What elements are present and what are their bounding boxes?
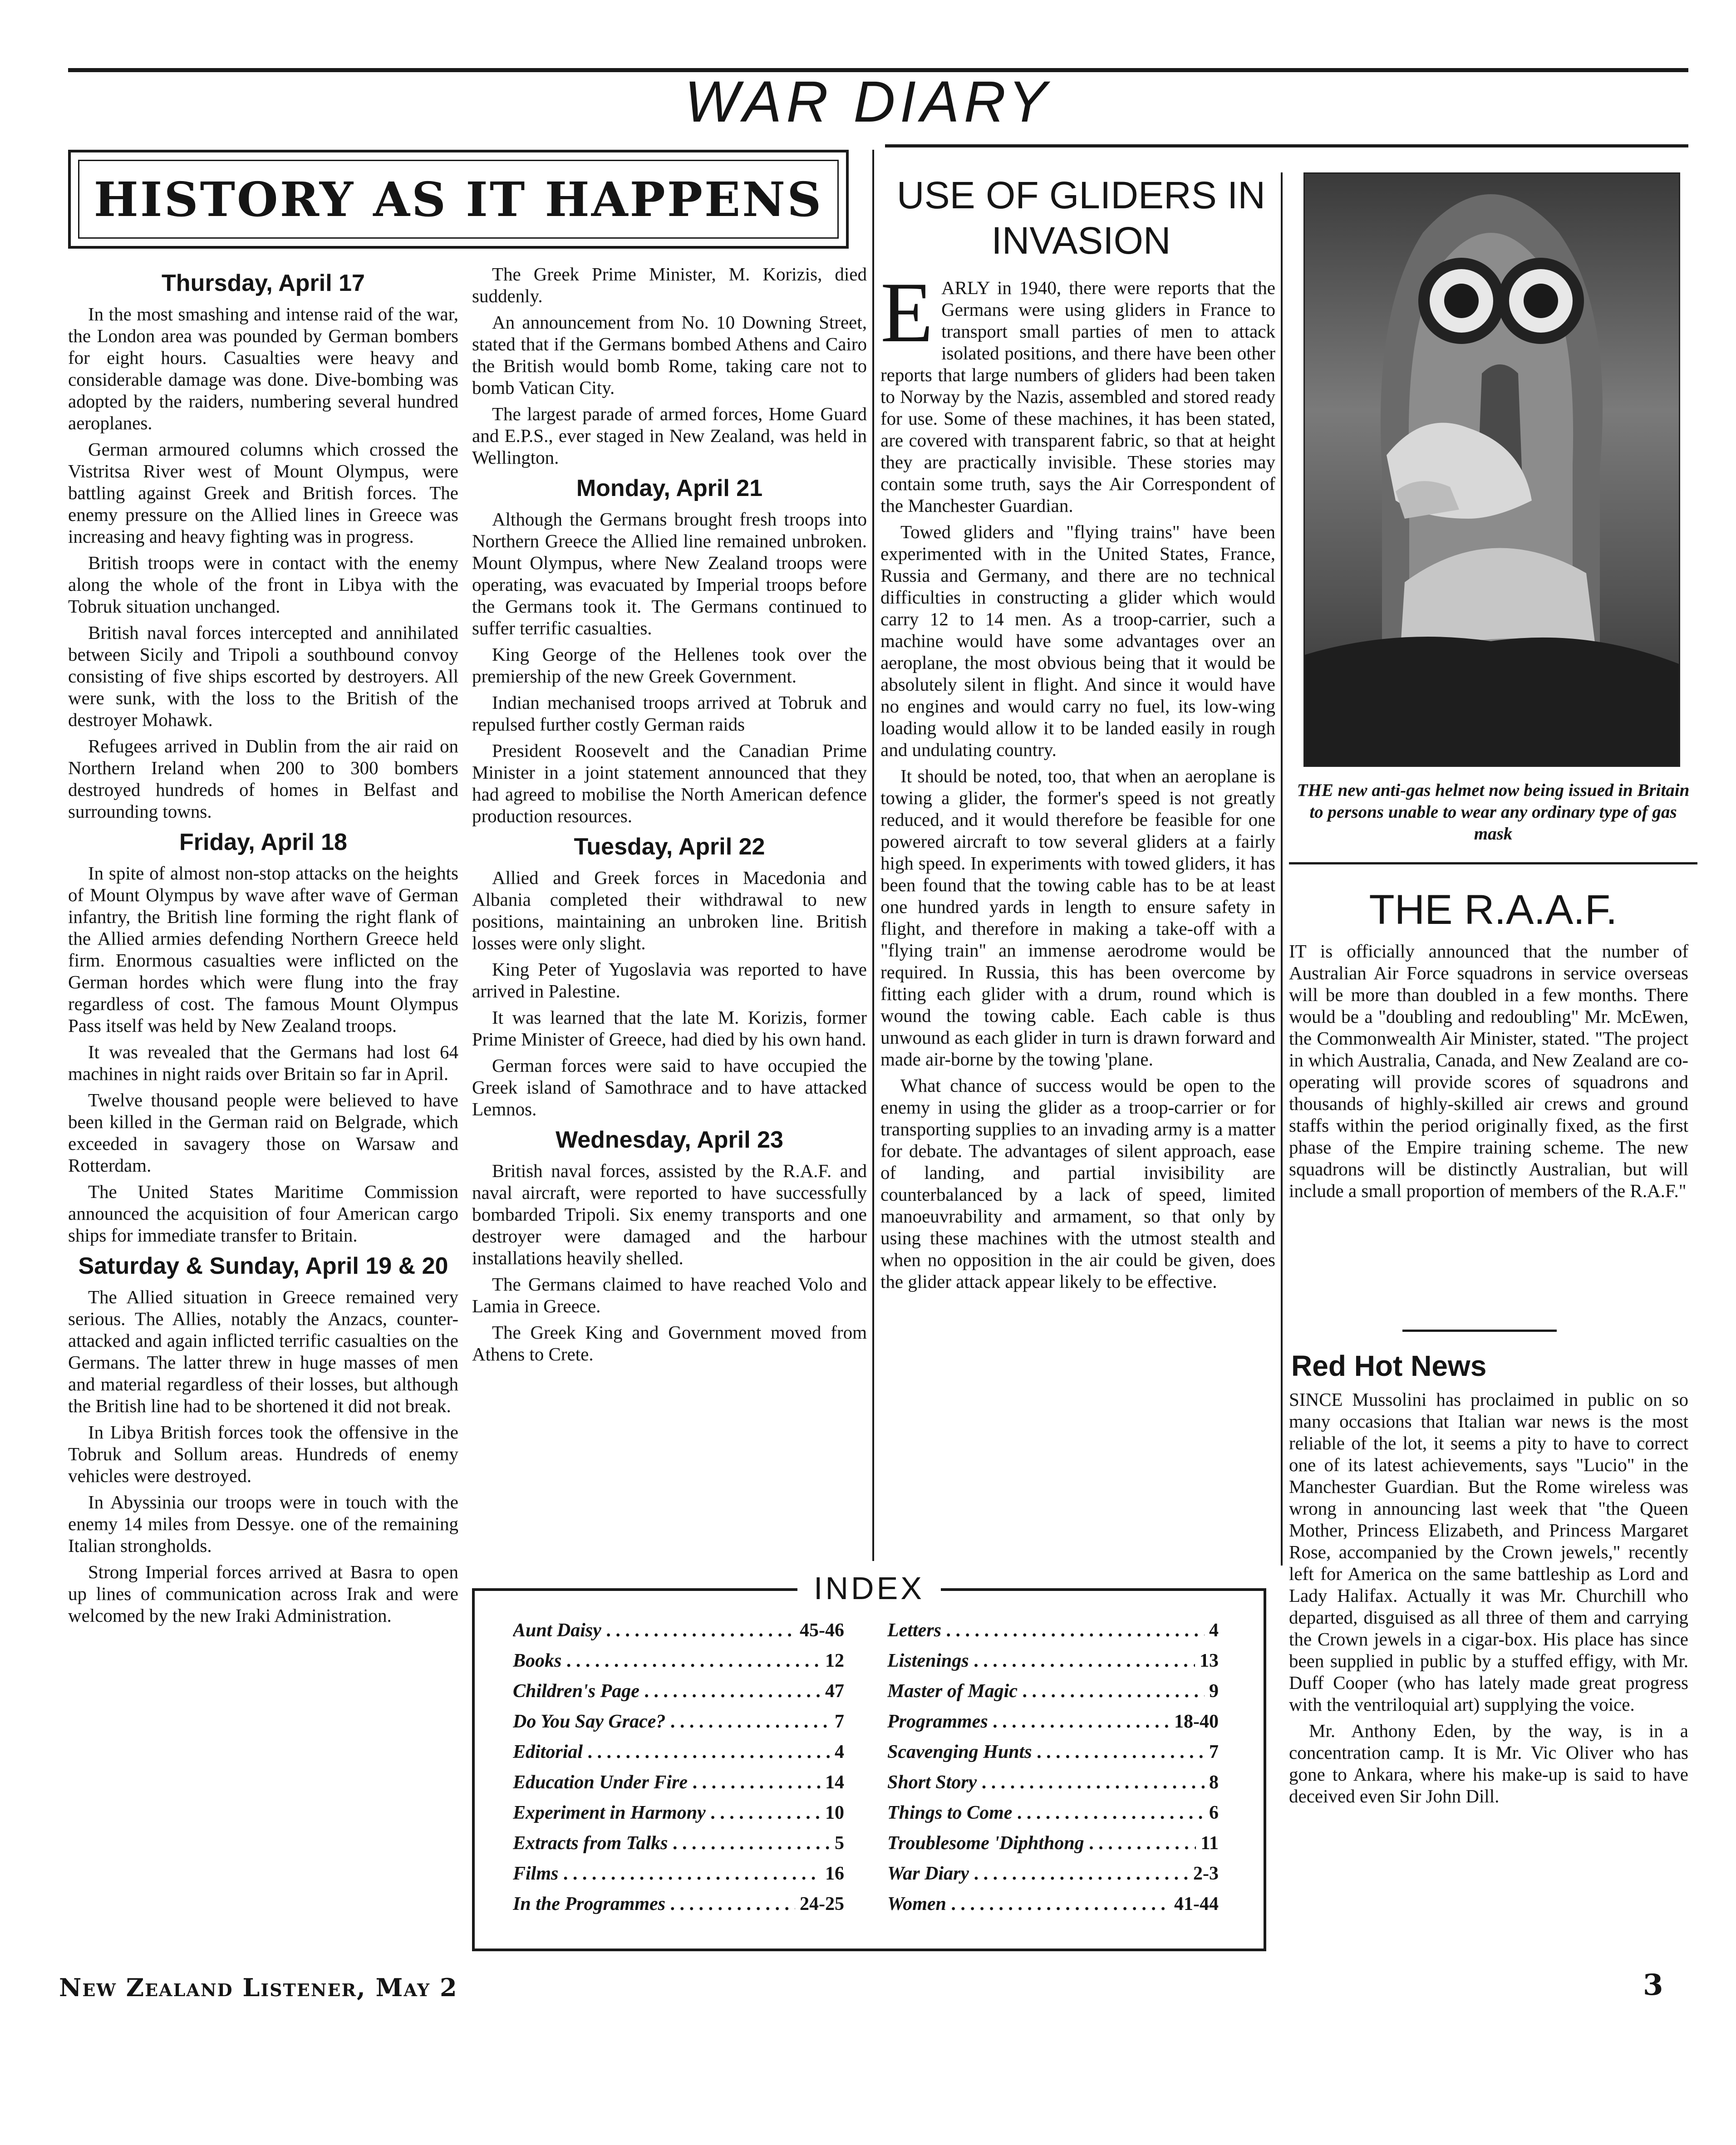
- index-entry: [513, 1771, 844, 1794]
- index-entry-page: 13: [1200, 1650, 1219, 1671]
- index-entry: [513, 1680, 844, 1703]
- index-entry: [887, 1649, 1219, 1672]
- news-paragraph: Although the Germans brought fresh troops into Northern Greece the Allied line remained unbroken. Mount Olympus, where New Zealand troops were operating, was evacuated by Imperial troops before the Germans took it. The Germans continued to suffer terrific casualties.: [472, 509, 867, 638]
- news-paragraph: King George of the Hellenes took over the premiership of the new Greek Government.: [472, 644, 867, 687]
- index-entry: [887, 1710, 1219, 1733]
- drop-cap: E: [880, 265, 934, 360]
- index-entry-page: 4: [1209, 1620, 1219, 1641]
- index-entry-page: 41-44: [1174, 1894, 1219, 1914]
- index-entry-title: Education Under Fire . . .: [513, 1771, 821, 1794]
- news-paragraph: It was learned that the late M. Korizis, former Prime Minister of Greece, had died by his own hand.: [472, 1007, 867, 1050]
- index-entry: [887, 1619, 1219, 1642]
- news-paragraph: The largest parade of armed forces, Home Guard and E.P.S., ever staged in New Zealand, was held in Wellington.: [472, 403, 867, 468]
- history-column-1: [68, 263, 458, 1631]
- gliders-first-paragraph: ARLY in 1940, there were reports that the Germans were using gliders in France to transport small parties of men to attack isolated positions, and there have been other reports that large numbers of gliders had been taken to Norway by the Nazis, assembled and stored ready for use. Some of these machines, it has been stated, are covered with transparent fabric, so that at height they are practically invisible. These stories may contain some truth, says the Air Correspondent of the Manchester Guardian.: [880, 277, 1275, 516]
- news-paragraph: Allied and Greek forces in Macedonia and Albania completed their withdrawal to new positions, maintaining an unbroken line. British losses were only slight.: [472, 867, 867, 953]
- news-paragraph: Strong Imperial forces arrived at Basra to open up lines of communication across Irak and were welcomed by the new Iraki Administration.: [68, 1561, 458, 1626]
- red-hot-news-title: Red Hot News: [1291, 1350, 1487, 1382]
- news-paragraph: Refugees arrived in Dublin from the air raid on Northern Ireland when 200 to 300 bombers destroyed hundreds of homes in Belfast and surrounding towns.: [68, 736, 458, 822]
- gliders-paragraph: What chance of success would be open to the enemy in using the glider as a troop-carrier or for transporting supplies to an invading army is a matter for debate. The advantages of silent approach, ease of landing, and partial invisibility are counterbalanced by a lack of speed, limited manoeuvrability and armament, so that only by using these machines with the utmost stealth and when no opposition in the air could be given, does the glider attack appear likely to be effective.: [880, 1075, 1275, 1292]
- index-entry-page: 11: [1200, 1833, 1219, 1854]
- index-entry-title: Extracts from Talks . . .: [513, 1832, 830, 1855]
- index-entry: [887, 1893, 1219, 1915]
- gliders-paragraph: Towed gliders and "flying trains" have been experimented with in the United States, France, Russia and Germany, and there are no technical difficulties in constructing a glider which would carry 12 to 14 men. As a troop-carrier, such a machine would have some advantages over an aeroplane, the most obvious being that it would be absolutely silent in flight. And since it would have no engines and would carry no fuel, its low-wing loading would allow it to be landed easily in rough and undulating country.: [880, 521, 1275, 760]
- page-number: 3: [1643, 1968, 1663, 2002]
- news-paragraph: In Abyssinia our troops were in touch with the enemy 14 miles from Dessye. one of the remaining Italian strongholds.: [68, 1492, 458, 1556]
- index-entry: [887, 1801, 1219, 1824]
- index-entry-title: War Diary . . .: [887, 1862, 1189, 1885]
- gliders-title: USE OF GLIDERS IN INVASION: [896, 174, 1266, 262]
- index-entry: [513, 1893, 844, 1915]
- news-paragraph: President Roosevelt and the Canadian Prime Minister in a joint statement announced that they had agreed to mobilise the North American defence production resources.: [472, 740, 867, 826]
- raaf-text: IT is officially announced that the number of Australian Air Force squadrons in service overseas will be more than doubled in a few months. There would be a "doubling and redoubling" Mr. McEwen, the Commonwealth Air Minister, stated. "The project in which Australia, Canada, and New Zealand are co-operating will provide scores of squadrons and thousands of highly-skilled air crews and ground staffs within the period originally fixed, as the first phase of the Empire training scheme. The new squadrons will be distinctly Australian, but will include a small proportion of members of the R.A.F.": [1289, 941, 1688, 1201]
- index-entry-title: Short Story . . .: [887, 1771, 1205, 1794]
- index-entry-title: Experiment in Harmony . . .: [513, 1801, 821, 1824]
- index-entry-title: Master of Magic . . .: [887, 1680, 1205, 1703]
- news-paragraph: In Libya British forces took the offensive in the Tobruk and Sollum areas. Hundreds of enemy vehicles were destroyed.: [68, 1422, 458, 1486]
- index-entry-title: Do You Say Grace? . . .: [513, 1710, 830, 1733]
- index-title: [472, 1570, 1266, 1606]
- news-paragraph: An announcement from No. 10 Downing Street, stated that if the Germans bombed Athens and Cairo the British would bomb Rome, taking care not to bomb Vatican City.: [472, 312, 867, 398]
- news-paragraph: German armoured columns which crossed the Vistritsa River west of Mount Olympus, were battling against Greek and British forces. The enemy pressure on the Allied lines in Greece was increasing and heavy fighting was in progress.: [68, 439, 458, 547]
- date-heading: Friday, April 18: [179, 829, 347, 855]
- date-heading: Monday, April 21: [576, 475, 763, 501]
- index-entry-title: Things to Come . . .: [887, 1801, 1205, 1824]
- index-entry-page: 8: [1209, 1772, 1219, 1793]
- news-paragraph: The Germans claimed to have reached Volo and Lamia in Greece.: [472, 1274, 867, 1316]
- news-paragraph: Twelve thousand people were believed to have been killed in the German raid on Belgrade, which exceeded in savagery those on Warsaw and Rotterdam.: [68, 1090, 458, 1176]
- index-title-text: INDEX: [797, 1571, 941, 1606]
- index-entry-page: 4: [835, 1742, 844, 1762]
- photo-caption: THE new anti-gas helmet now being issued in Britain to persons unable to wear any ordinary type of gas mask: [1297, 780, 1690, 844]
- news-paragraph: King Peter of Yugoslavia was reported to have arrived in Palestine.: [472, 959, 867, 1001]
- index-entry-page: 5: [835, 1833, 844, 1854]
- index-entry: [887, 1832, 1219, 1855]
- index-entry-title: Listenings . . .: [887, 1649, 1195, 1672]
- red-hot-paragraph: SINCE Mussolini has proclaimed in public on so many occasions that Italian war news is the most reliable of the lot, it seems a pity to have to correct one of its latest achievements, says "Lucio" in the Manchester Guardian. But the Rome wireless was wrong in announcing last week that "the Queen Mother, Princess Elizabeth, and Princess Margaret Rose, accompanied by the Crown jewels," recently left for America on the same battleship as Lord and Lady Halifax. Actually it was Mr. Churchill who departed, disguised as all three of them and carrying the Crown jewels in a cigar-box. His place has since been supplied in public by a stuffed effigy, with Mr. Duff Cooper (who has lately made great progress with the ventriloquial art) supplying the voice.: [1289, 1389, 1688, 1715]
- index-entry-title: Editorial . . .: [513, 1741, 830, 1763]
- index-entry-page: 7: [1209, 1742, 1219, 1762]
- index-entry-page: 9: [1209, 1681, 1219, 1702]
- news-paragraph: German forces were said to have occupied the Greek island of Samothrace and to have attacked Lemnos.: [472, 1055, 867, 1119]
- masthead-title: WAR DIARY: [684, 69, 1052, 134]
- index-entry-page: 14: [825, 1772, 844, 1793]
- gas-helmet-photo: [1303, 172, 1680, 767]
- index-entry-title: Books . . .: [513, 1649, 821, 1672]
- caption-rule: [1289, 862, 1697, 864]
- index-entry: [887, 1862, 1219, 1885]
- short-divider: [1402, 1330, 1557, 1332]
- news-paragraph: The United States Maritime Commission announced the acquisition of four American cargo ships for immediate transfer to Britain.: [68, 1181, 458, 1246]
- index-entry-page: 6: [1209, 1802, 1219, 1823]
- banner-title: HISTORY AS IT HAPPENS: [78, 160, 839, 239]
- index-entry-page: 47: [825, 1681, 844, 1702]
- date-heading: Tuesday, April 22: [574, 834, 765, 860]
- index-entry-page: 24-25: [800, 1894, 844, 1914]
- column-divider: [1281, 172, 1283, 1566]
- index-entry: [513, 1649, 844, 1672]
- news-paragraph: British naval forces, assisted by the R.A.F. and naval aircraft, were reported to have successfully bombarded Tripoli. Six enemy transports and one destroyer were damaged and the harbour installations heavily shelled.: [472, 1160, 867, 1268]
- index-entry-title: Films . . .: [513, 1862, 821, 1885]
- news-paragraph: In spite of almost non-stop attacks on the heights of Mount Olympus by wave after wave of German infantry, the British line forming the right flank of the Allied armies defending Northern Greece held firm. Enormous casualties were inflicted on the German hordes which were flung into the fray regardless of cost. The famous Mount Olympus Pass itself was held by New Zealand troops.: [68, 863, 458, 1036]
- index-entry-page: 12: [825, 1650, 844, 1671]
- news-paragraph: British troops were in contact with the enemy along the whole of the front in Libya with the Tobruk situation unchanged.: [68, 552, 458, 617]
- column-divider: [872, 150, 874, 1561]
- index-entry-page: 16: [825, 1863, 844, 1884]
- index-entry: [513, 1619, 844, 1642]
- history-column-2: [472, 263, 867, 1369]
- index-entry-page: 18-40: [1174, 1711, 1219, 1732]
- index-entry-page: 10: [825, 1802, 844, 1823]
- index-entry-title: In the Programmes . . .: [513, 1893, 795, 1915]
- footer-publication: New Zealand Listener, May 2: [59, 1973, 458, 2002]
- news-paragraph: In the most smashing and intense raid of the war, the London area was pounded by German bombers for eight hours. Casualties were heavy and considerable damage was done. Dive-bombing was adopted by the raiders, numbering several hundred aeroplanes.: [68, 304, 458, 433]
- index-entry-page: 2-3: [1193, 1863, 1219, 1884]
- red-hot-paragraph: Mr. Anthony Eden, by the way, is in a concentration camp. It is Mr. Vic Oliver who has gone to Ankara, where his make-up is said to have deceived even Sir John Dill.: [1289, 1720, 1688, 1806]
- news-paragraph: The Allied situation in Greece remained very serious. The Allies, notably the Anzacs, counter-attacked and again inflicted terrific casualties on the Germans. The latter threw in huge masses of men and material regardless of their losses, but although the British line had to be shortened it did not break.: [68, 1286, 458, 1416]
- news-paragraph: It was revealed that the Germans had lost 64 machines in night raids over Britain so far in April.: [68, 1041, 458, 1084]
- index-entry-title: Aunt Daisy . . .: [513, 1619, 795, 1642]
- index-entry-title: Children's Page . . .: [513, 1680, 821, 1703]
- news-paragraph: Indian mechanised troops arrived at Tobruk and repulsed further costly German raids: [472, 692, 867, 735]
- news-paragraph: The Greek Prime Minister, M. Korizis, died suddenly.: [472, 264, 867, 306]
- history-banner: [68, 150, 849, 249]
- index-entry-title: Letters . . .: [887, 1619, 1205, 1642]
- index-entry-title: Programmes . . .: [887, 1710, 1170, 1733]
- news-paragraph: The Greek King and Government moved from Athens to Crete.: [472, 1322, 867, 1365]
- index-entry: [887, 1680, 1219, 1703]
- date-heading: Wednesday, April 23: [556, 1127, 783, 1153]
- index-entry: [887, 1771, 1219, 1794]
- index-entry-title: Women . . .: [887, 1893, 1170, 1915]
- index-entry: [513, 1741, 844, 1763]
- news-paragraph: British naval forces intercepted and annihilated between Sicily and Tripoli a southbound convoy consisting of five ships escorted by destroyers. All were sunk, with the loss to the British of the destroyer Mohawk.: [68, 622, 458, 730]
- date-heading: Saturday & Sunday, April 19 & 20: [78, 1253, 448, 1279]
- date-heading: Thursday, April 17: [162, 270, 365, 296]
- red-hot-news-article: [1289, 1389, 1688, 1811]
- index-entry: [513, 1710, 844, 1733]
- index-entry: [513, 1801, 844, 1824]
- gliders-article: [880, 265, 1275, 1297]
- index-entry-page: 7: [835, 1711, 844, 1732]
- gliders-paragraph: It should be noted, too, that when an aeroplane is towing a glider, the former's speed is not greatly reduced, and it would therefore be feasible for one powered aircraft to tow several gliders at a fairly high speed. In experiments with towed gliders, it has been found that the towing cable has to be at least one hundred yards in length to ensure safety in flight, and therefore in making a take-off with a "flying train" an immense aerodrome would be required. In Russia, this has been overcome by fitting each glider with a drum, round which is wound the towing cable. Each cable is thus unwound as each glider in turn is drawn forward and made air-borne by the towing 'plane.: [880, 766, 1275, 1070]
- index-entry-title: Scavenging Hunts . . .: [887, 1741, 1205, 1763]
- index-entry: [513, 1862, 844, 1885]
- raaf-article: [1289, 940, 1688, 1206]
- index-entry-page: 45-46: [800, 1620, 844, 1641]
- index-entry: [887, 1741, 1219, 1763]
- right-header-rule: [885, 144, 1688, 147]
- index-entry: [513, 1832, 844, 1855]
- index-entry-title: Troublesome 'Diphthong . . .: [887, 1832, 1196, 1855]
- raaf-title: THE R.A.A.F.: [1369, 887, 1618, 933]
- gas-helmet-figure: [1305, 174, 1679, 766]
